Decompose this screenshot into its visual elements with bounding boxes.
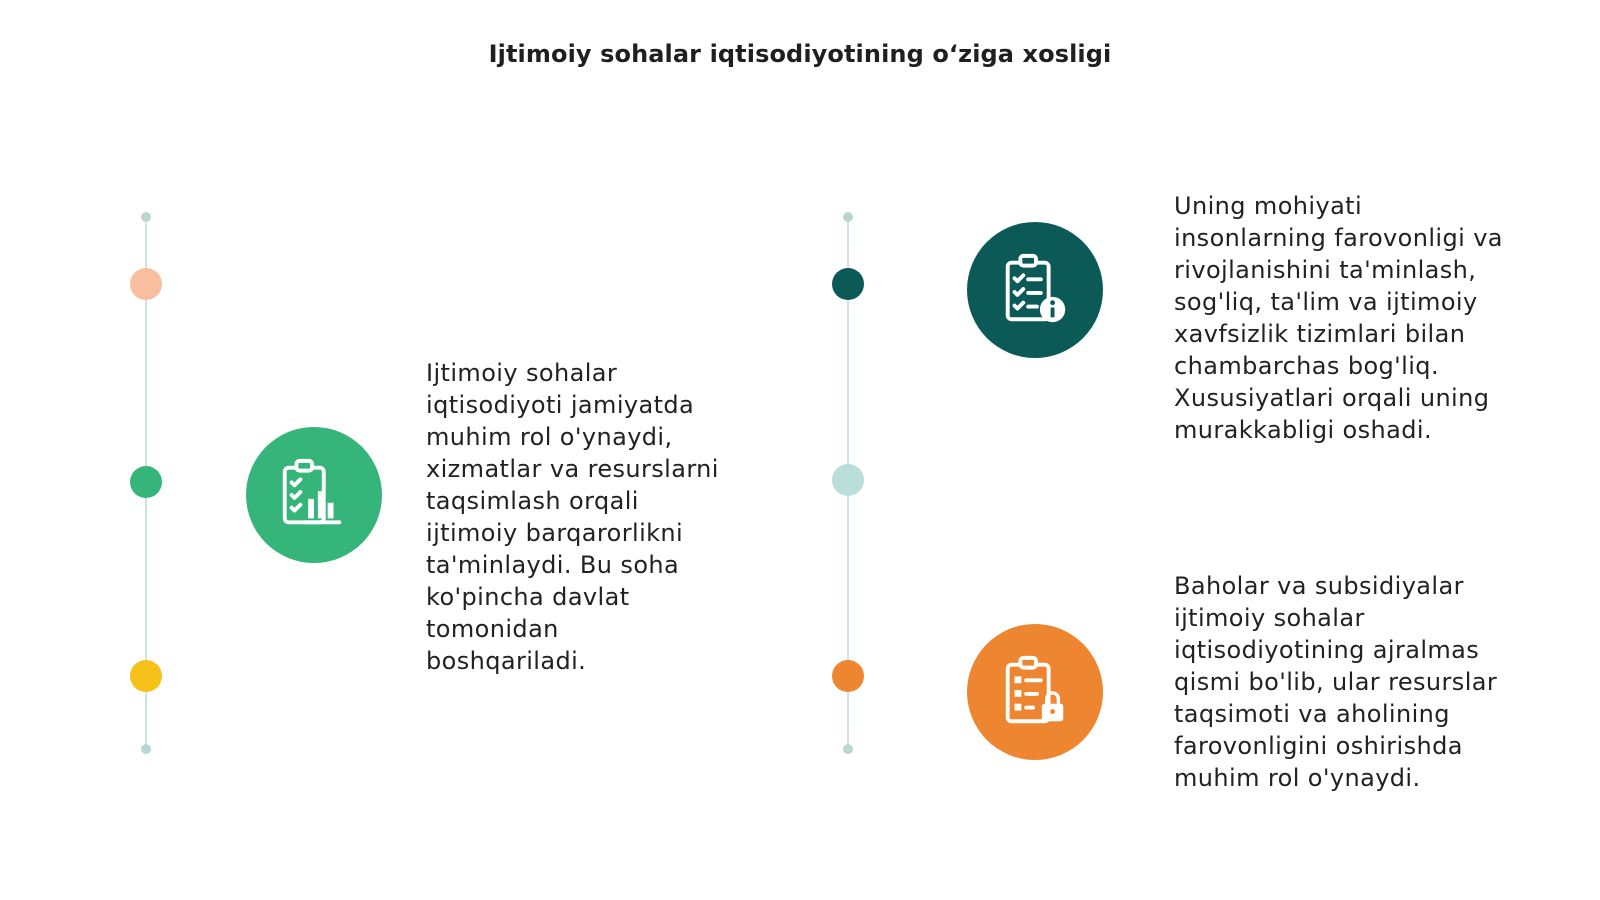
right-timeline — [838, 0, 858, 900]
item-2-text: Uning mohiyati insonlarning farovonligi va rivojlanishini ta'minlash, sog'liq, ta'lim va ijtimoiy xavfsizlik tizimlari bilan chambarchas bog'liq. Xususiyatlari orqali uning murakkabligi oshadi. — [1174, 192, 1503, 444]
clipboard-lock-icon — [967, 624, 1103, 760]
timeline-cap-top — [141, 212, 151, 222]
clipboard-info-icon — [967, 222, 1103, 358]
timeline-dot-orange — [832, 660, 864, 692]
item-3-text: Baholar va subsidiyalar ijtimoiy sohalar iqtisodiyotining ajralmas qismi bo'lib, ular resurslar taqsimoti va aholining farovonligini oshirishda muhim rol o'ynaydi. — [1174, 572, 1498, 792]
timeline-cap-bottom — [843, 744, 853, 754]
timeline-dot-peach — [130, 268, 162, 300]
item-1-text: Ijtimoiy sohalar iqtisodiyoti jamiyatda muhim rol o'ynaydi, xizmatlar va resurslarni taqsimlash orqali ijtimoiy barqarorlikni ta'minlaydi. Bu soha ko'pincha davlat tomonidan boshqariladi. — [426, 359, 719, 675]
left-timeline — [136, 0, 156, 900]
timeline-dot-green — [130, 466, 162, 498]
clipboard-chart-icon — [246, 427, 382, 563]
page-title: Ijtimoiy sohalar iqtisodiyotining o‘ziga xosligi — [488, 40, 1112, 68]
timeline-cap-bottom — [141, 744, 151, 754]
timeline-dot-yellow — [130, 660, 162, 692]
timeline-cap-top — [843, 212, 853, 222]
timeline-dot-teal — [832, 268, 864, 300]
timeline-dot-light-teal — [832, 464, 864, 496]
